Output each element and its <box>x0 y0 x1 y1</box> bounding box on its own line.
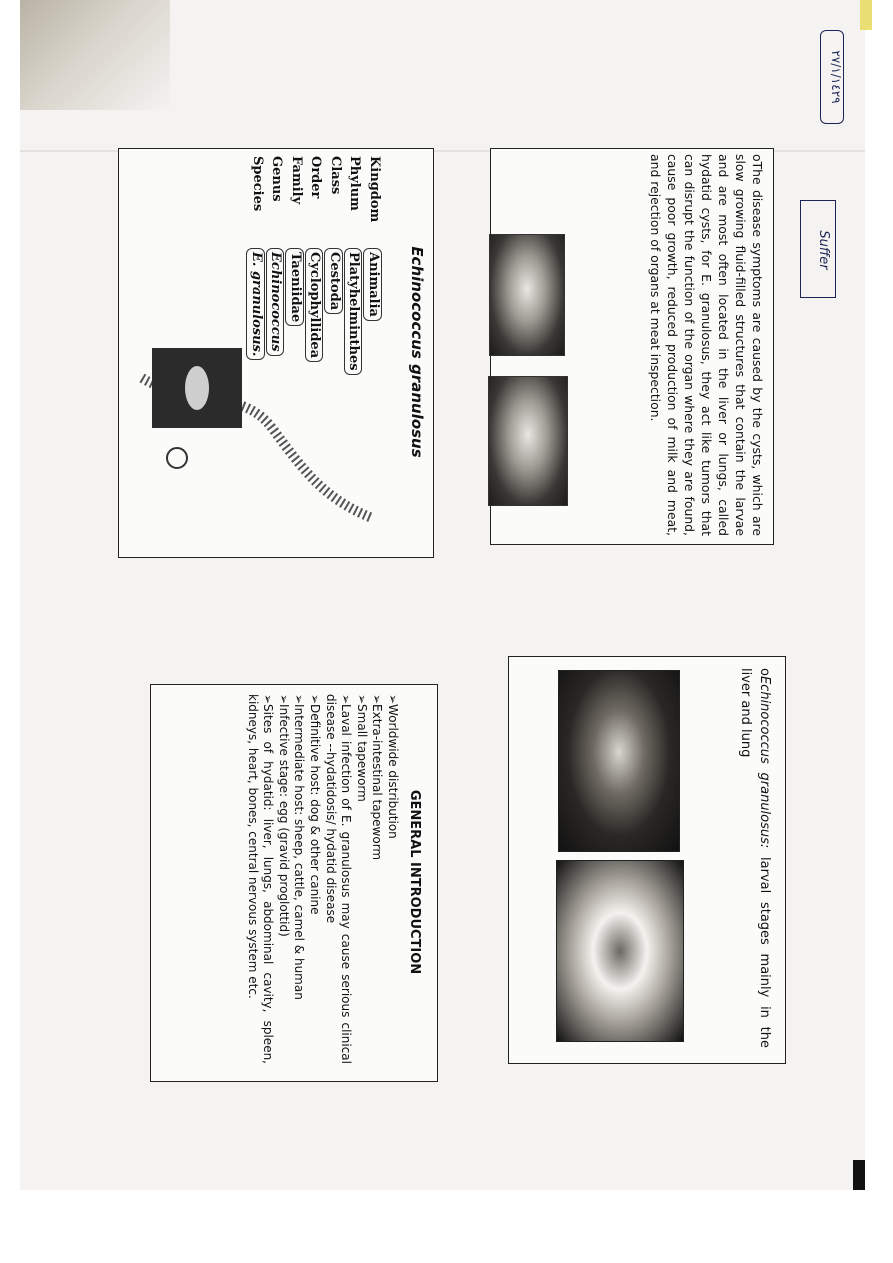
slide-symptoms-content <box>490 148 772 543</box>
scan-margin-left <box>0 0 20 1190</box>
slide-larval-content <box>508 656 784 1062</box>
larval-text: oEchinococcus granulosus: larval stages mainly in the liver and lung <box>738 668 772 1048</box>
taxonomy-row: Order Cyclophyllidea <box>304 156 324 375</box>
handwritten-date <box>820 30 844 124</box>
binder-mark <box>853 1160 865 1190</box>
slide-intro-content <box>150 684 436 1080</box>
list-item: ➢Small tapeworm <box>354 694 369 802</box>
date-text: ٢٧/١/١٤٢٩ <box>829 50 843 104</box>
slide-title: Echinococcus granulosus <box>408 246 426 458</box>
list-item: ➢Infective stage: egg (gravid proglottid) <box>276 694 291 937</box>
taxonomy-row: Genus Echinococcus <box>265 156 285 375</box>
list-item: ➢Extra-intestinal tapeworm <box>370 694 385 861</box>
taxonomy-row: Phylum Platyhelminthes <box>343 156 363 375</box>
page-corner-shadow <box>20 0 170 110</box>
symptoms-text: oThe disease symptoms are caused by the cysts, which are slow growing fluid-filled structures that contain the larvae and are most often located in the liver or lungs, called hydatid cysts, for E. granulosus, they act like tumors that can disrupt the function of the organ where they are found, cause poor growth, reduced production of milk and meat, and rejection of organs at meat inspection. <box>648 154 765 536</box>
yellow-tab-mark <box>860 0 872 30</box>
taxonomy-row: Species E. granulosus. <box>246 156 266 375</box>
tapeworm-illustration <box>132 348 392 548</box>
scan-margin-bottom <box>0 1190 893 1263</box>
slide-taxonomy-content <box>118 148 432 556</box>
cyst-photo-2 <box>488 376 568 506</box>
list-item: ➢Intermediate host: sheep, cattle, camel & human <box>292 694 307 1000</box>
hydatid-cyst-photo-1 <box>558 670 680 852</box>
intro-list <box>244 694 400 1064</box>
slide-title: GENERAL INTRODUCTION <box>407 789 422 975</box>
list-item: ➢Sites of hydatid: liver, lungs, abdominal cavity, spleen, kidneys, heart, bones, central nervous system etc. <box>245 694 276 1064</box>
list-item: ➢Definitive host: dog & other canine <box>308 694 323 915</box>
list-item: ➢Laval infection of E. granulosus may cause serious clinical disease --hydatidosis/ hydatid disease <box>323 694 354 1064</box>
hydatid-cyst-photo-2 <box>556 860 684 1042</box>
signature-text: Suffer <box>816 230 831 270</box>
cyst-photo-1 <box>489 234 565 356</box>
handwritten-signature <box>800 200 836 298</box>
taxonomy-row: Family Taeniidae <box>285 156 305 375</box>
taxonomy-row: Kingdom Animalia <box>363 156 383 375</box>
taxonomy-row: Class Cestoda <box>324 156 344 375</box>
list-item: ➢Worldwide distribution <box>386 694 400 839</box>
taxonomy-table <box>246 156 383 375</box>
